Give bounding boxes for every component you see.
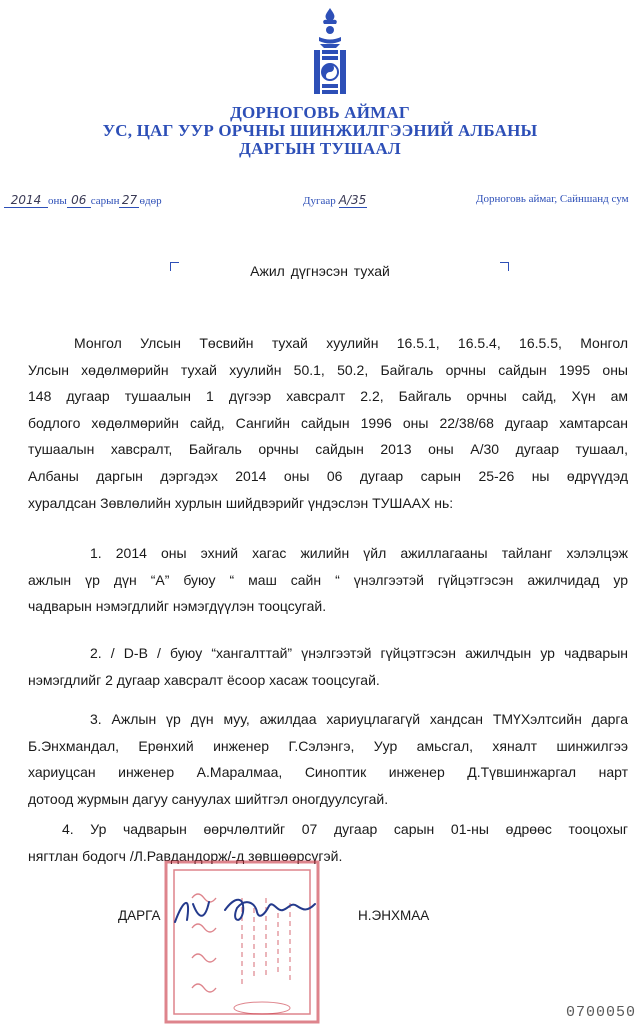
item-line: дотоод журмын дагуу сануулах шийтгэл оногдуулсугай. [28, 790, 389, 807]
item-line: хариуцсан инженер А.Маралмаа, Синоптик инженер Д.Түвшинжаргал нарт [28, 764, 628, 781]
intro-line: Монгол Улсын Төсвийн тухай хуулийн 16.5.1, 16.5.4, 16.5.5, Монгол [74, 335, 628, 351]
date-month: 06 [67, 193, 91, 208]
document-serial: 0700050 [566, 1004, 637, 1021]
intro-line: 148 дугаар тушаалын 1 дүгээр хавсралт 2.2, Байгаль орчны сайд, Хүн ам [28, 388, 628, 405]
intro-paragraph [28, 330, 628, 516]
official-stamp [162, 858, 322, 1026]
intro-line: Улсын хөдөлмөрийн тухай хуулийн 50.1, 50.2, Байгаль орчны сайдын 1995 оны [28, 361, 628, 378]
date-year: 2014 [4, 193, 48, 208]
order-date [4, 193, 162, 208]
signer-title: ДАРГА [118, 908, 161, 923]
meta-line [0, 193, 640, 213]
intro-line: хуралдсан Зөвлөлийн хурлын шийдвэрийг үндэслэн ТУШААХ нь: [28, 494, 454, 511]
item-line: 1. 2014 оны эхний хагас жилийн үйл ажиллагааны тайланг хэлэлцэж [90, 545, 628, 561]
subject-title: Ажил дүгнэсэн тухай [250, 263, 390, 279]
item-line: нэмэгдлийг 2 дугаар хавсралт ёсоор хасаж тооцсугай. [28, 671, 380, 688]
item-line: чадварын нэмэгдлийг нэмэгдүүлэн тооцсугай. [28, 598, 327, 615]
item-line: нягтлан бодогч /Л.Равдандорж/-д зөвшөөрсүгэй. [28, 847, 343, 864]
order-number-label: Дугаар [303, 195, 336, 207]
order-number-value: А/35 [338, 193, 367, 207]
order-item-3 [28, 706, 628, 812]
item-line: Б.Энхмандал, Ерөнхий инженер Г.Сэлэнгэ, Уур амьсгал, хяналт шинжилгээ [28, 737, 628, 754]
signer-name: Н.ЭНХМАА [358, 908, 430, 923]
intro-line: Албаны даргын дэргэдэх 2014 оны 06 дугаар сарын 25-26 ны өдрүүдэд [28, 467, 628, 484]
order-item-4 [28, 816, 628, 869]
date-day-suffix: өдөр [139, 195, 162, 207]
order-item-1 [28, 540, 628, 620]
order-place: Дорноговь аймаг, Сайншанд сум [476, 193, 629, 205]
intro-line: тушаалын хавсралт, Байгаль орчны сайдын 2013 оны А/30 дугаар тушаал, [28, 441, 628, 458]
item-line: ажлын үр дүн “А” буюу “ маш сайн “ үнэлгээтэй гүйцэтгэсэн ажилчидад ур [28, 571, 628, 588]
document-type-title: ДАРГЫН ТУШААЛ [239, 139, 401, 158]
state-emblem-icon [300, 6, 360, 102]
signature-row [0, 908, 640, 932]
date-year-suffix: оны [48, 195, 67, 207]
item-line: 2. / D-B / буюу “хангалттай” үнэлгээтэй гүйцэтгэсэн ажилчдын ур чадварын [90, 645, 628, 661]
org-name-line1: ДОРНОГОВЬ АЙМАГ [230, 103, 410, 122]
org-name-line2: УС, ЦАГ УУР ОРЧНЫ ШИНЖИЛГЭЭНИЙ АЛБАНЫ [102, 121, 538, 140]
order-item-2 [28, 640, 628, 693]
item-line: 3. Ажлын үр дүн муу, ажилдаа хариуцлагагүй хандсан ТМҮХэлтсийн дарга [90, 711, 628, 727]
date-month-suffix: сарын [90, 195, 120, 207]
order-number [303, 193, 367, 208]
intro-line: бодлого хөдөлмөрийн сайд, Сангийн сайдын 1996 оны 22/38/68 дугаар хамтарсан [28, 414, 628, 431]
date-day: 27 [119, 193, 139, 208]
item-line: 4. Ур чадварын өөрчлөлтийг 07 дугаар сарын 01-ны өдрөөс тооцохыг [62, 821, 628, 837]
